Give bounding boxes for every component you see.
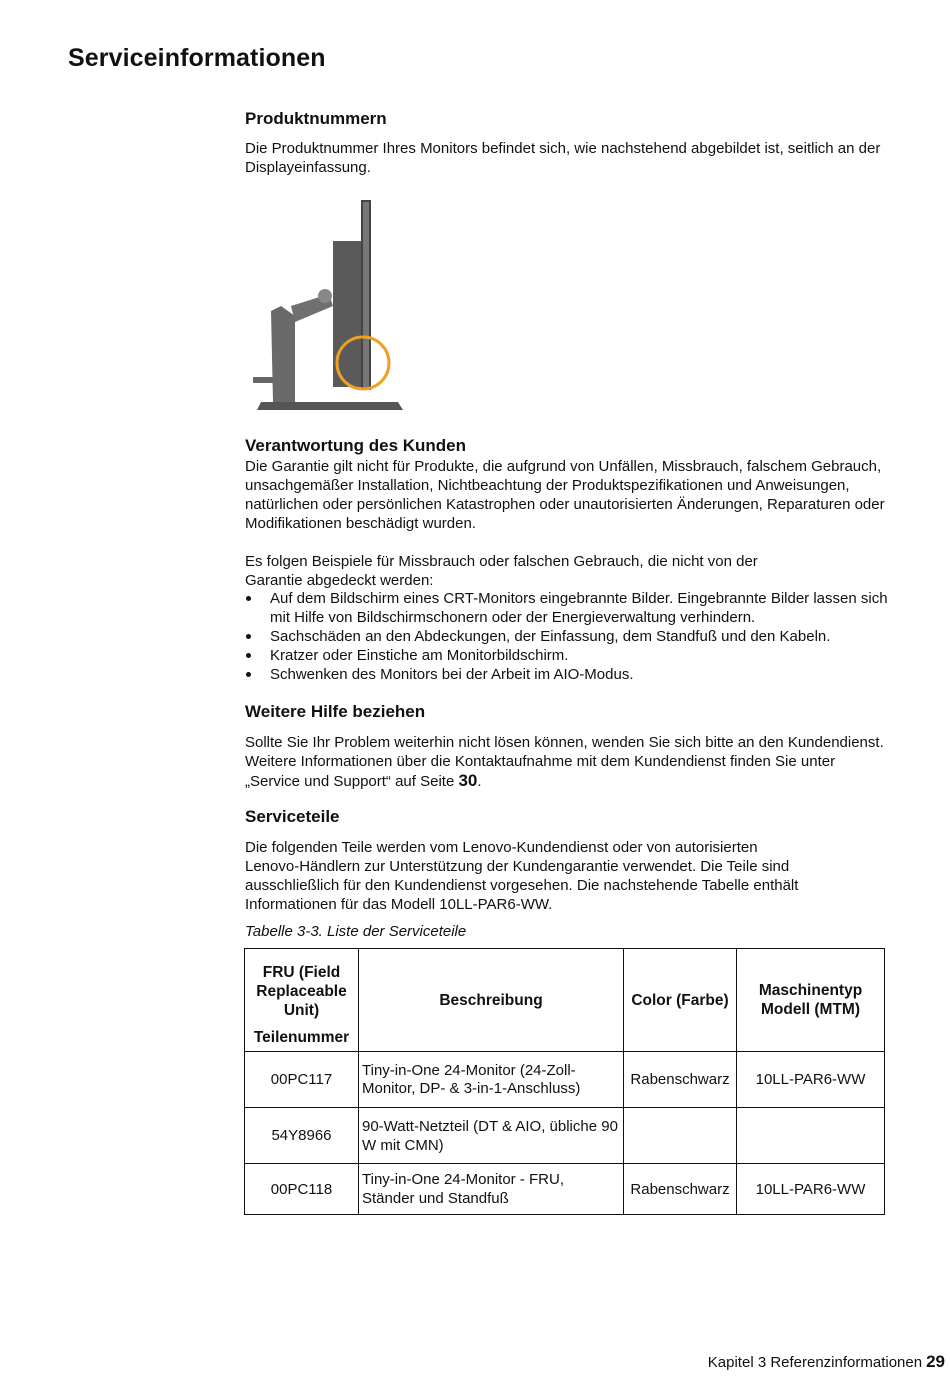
cell-mtm: 10LL-PAR6-WW xyxy=(737,1164,885,1215)
header-description: Beschreibung xyxy=(359,949,624,1052)
service-parts-table xyxy=(244,948,885,1215)
product-numbers-text: Die Produktnummer Ihres Monitors befindet sich, wie nachstehend abgebildet ist, seitlich an der Displayeinfassung. xyxy=(245,140,881,176)
cell-fru: 00PC117 xyxy=(245,1052,359,1108)
misuse-list xyxy=(245,589,890,684)
list-item: Sachschäden an den Abdeckungen, der Einfassung, dem Standfuß und den Kabeln. xyxy=(245,627,890,646)
heading-service-parts: Serviceteile xyxy=(245,807,340,826)
heading-customer-responsibility: Verantwortung des Kunden xyxy=(245,436,467,455)
header-fru xyxy=(245,949,359,1052)
stand-column xyxy=(271,306,295,402)
page-title: Serviceinformationen xyxy=(68,44,326,72)
table-row xyxy=(245,1052,885,1108)
further-help-text xyxy=(245,733,885,791)
cell-mtm: 10LL-PAR6-WW xyxy=(737,1052,885,1108)
header-fru-label: FRU (Field Replaceable Unit) xyxy=(256,964,347,1019)
table-row xyxy=(245,1108,885,1164)
monitor-base xyxy=(257,402,403,410)
service-parts-text: Die folgenden Teile werden vom Lenovo-Kundendienst oder von autorisierten Lenovo-Händlern zur Unterstützung der Kundengarantie verwendet. Die Teile sind ausschließlich für den Kundendienst vorgesehen. Die nachstehende Tabelle enthält Informationen für das Modell 10LL-PAR6-WW. xyxy=(245,839,799,913)
hinge-joint xyxy=(318,289,332,303)
header-color: Color (Farbe) xyxy=(624,949,737,1052)
cell-description: 90-Watt-Netzteil (DT & AIO, übliche 90 W mit CMN) xyxy=(359,1108,624,1164)
further-help-body: Sollte Sie Ihr Problem weiterhin nicht lösen können, wenden Sie sich bitte an den Kundendienst. Weitere Informationen über die Kontaktaufnahme mit dem Kundendienst finden Sie unter „Service und Support“ auf Seite xyxy=(245,734,884,790)
further-help-end: . xyxy=(477,773,482,790)
cell-color: Rabenschwarz xyxy=(624,1164,737,1215)
misuse-intro: Es folgen Beispiele für Missbrauch oder falschen Gebrauch, die nicht von der Garantie abgedeckt werden: xyxy=(245,553,758,589)
cell-fru: 00PC118 xyxy=(245,1164,359,1215)
table-row xyxy=(245,1164,885,1215)
cell-fru: 54Y8966 xyxy=(245,1108,359,1164)
display-edge xyxy=(363,202,369,388)
header-mtm: Maschinentyp Modell (MTM) xyxy=(737,949,885,1052)
cell-color xyxy=(624,1108,737,1164)
list-item: Auf dem Bildschirm eines CRT-Monitors eingebrannte Bilder. Eingebrannte Bilder lassen sich mit Hilfe von Bildschirmschonern oder der Energieverwaltung verhindern. xyxy=(245,589,890,627)
cell-description: Tiny-in-One 24-Monitor - FRU, Ständer und Standfuß xyxy=(359,1164,624,1215)
table-caption: Tabelle 3-3. Liste der Serviceteile xyxy=(245,923,467,940)
page-footer xyxy=(708,1352,945,1372)
header-fru-sub: Teilenummer xyxy=(253,1029,350,1046)
cell-mtm xyxy=(737,1108,885,1164)
monitor-side-view-illustration xyxy=(253,196,408,416)
footer-chapter: Kapitel 3 Referenzinformationen xyxy=(707,1354,923,1371)
heading-further-help: Weitere Hilfe beziehen xyxy=(245,702,426,721)
cell-description: Tiny-in-One 24-Monitor (24-Zoll-Monitor, DP- & 3-in-1-Anschluss) xyxy=(359,1052,624,1108)
page-reference-link[interactable]: 30 xyxy=(458,771,478,790)
table-header-row xyxy=(245,949,885,1052)
footer-page-number: 29 xyxy=(926,1352,945,1371)
heading-product-numbers: Produktnummern xyxy=(245,109,387,128)
list-item: Kratzer oder Einstiche am Monitorbildschirm. xyxy=(245,646,890,665)
customer-responsibility-text: Die Garantie gilt nicht für Produkte, die aufgrund von Unfällen, Missbrauch, falschem Gebrauch, unsachgemäßer Installation, Nichtbeachtung der Produktspezifikationen und Anweisungen, natürlichen oder persönlichen Katastrophen oder unautorisierten Änderungen, Reparaturen oder Modifikationen beschädigt wurden. xyxy=(245,458,885,532)
cell-color: Rabenschwarz xyxy=(624,1052,737,1108)
list-item: Schwenken des Monitors bei der Arbeit im AIO-Modus. xyxy=(245,665,890,684)
